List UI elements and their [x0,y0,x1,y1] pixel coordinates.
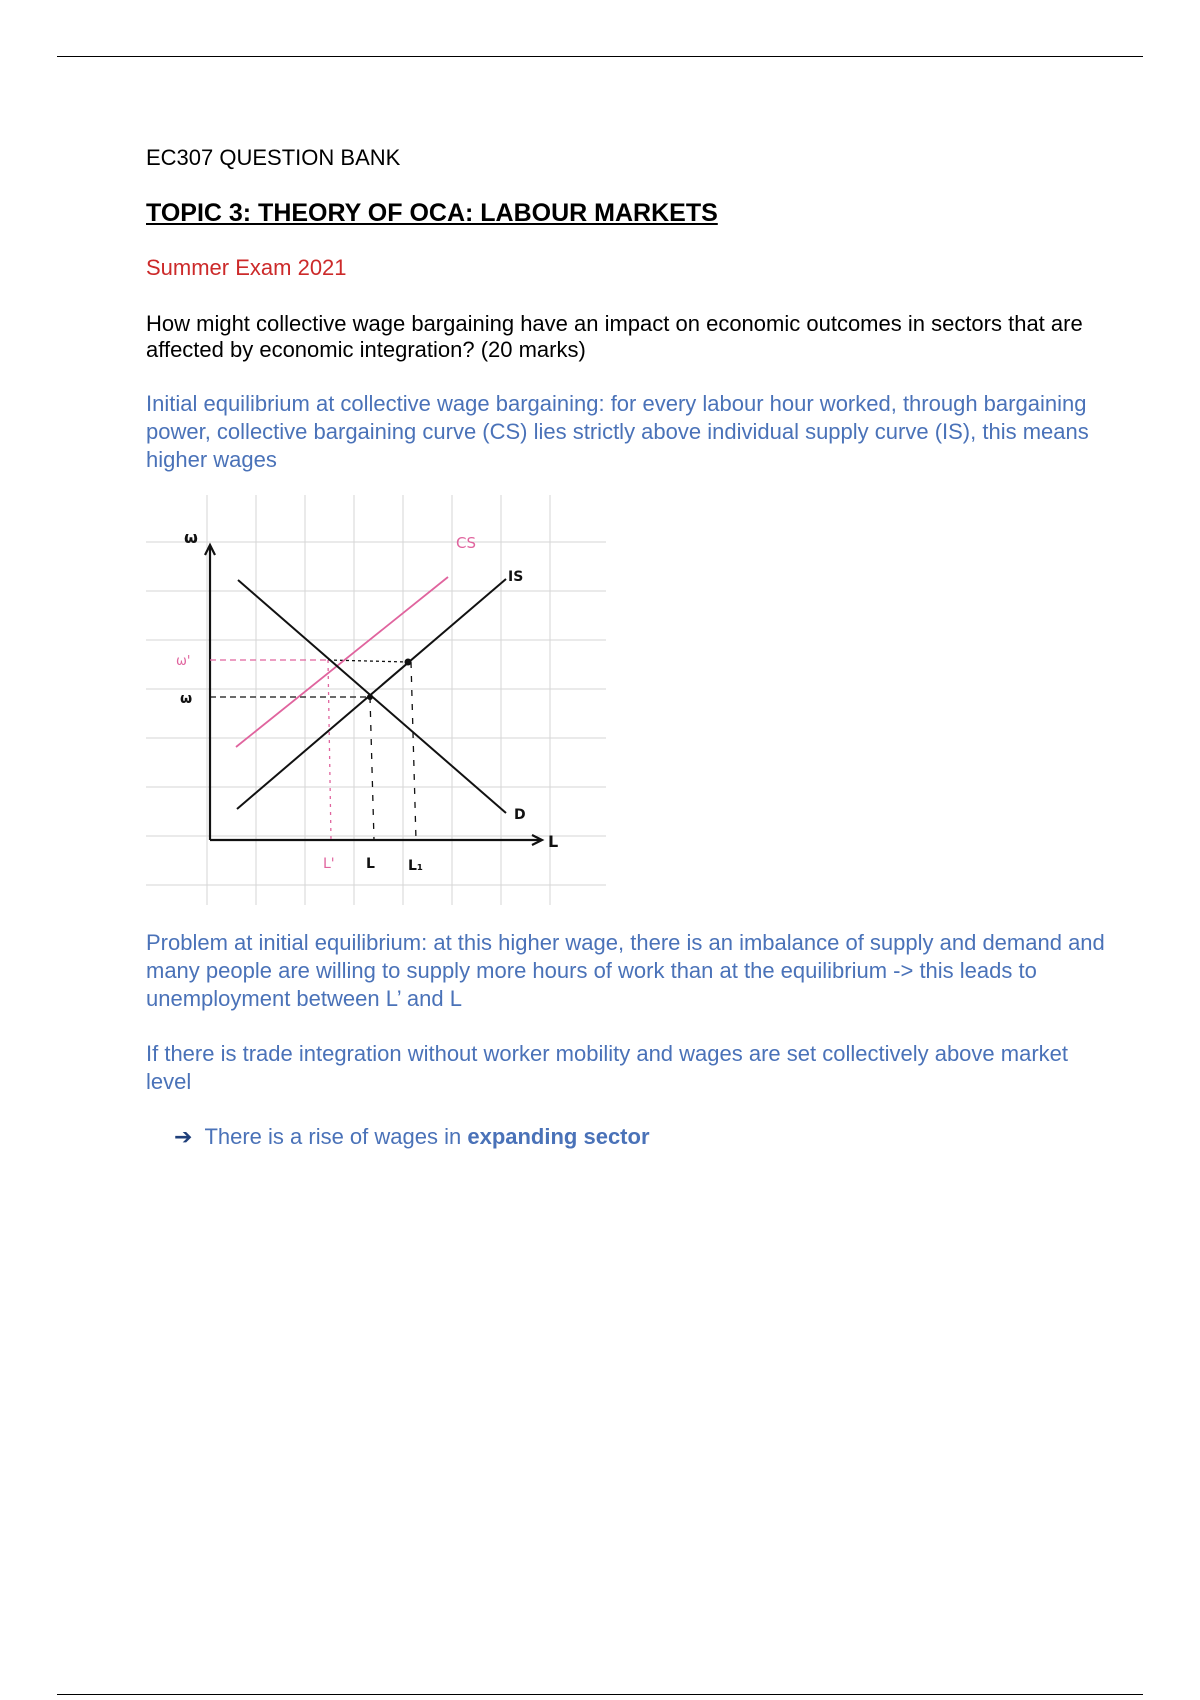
bullet-prefix: There is a rise of wages in [204,1124,468,1149]
page-content [146,143,1106,1151]
answer-paragraph-3: If there is trade integration without worker mobility and wages are set collectively above market level [146,1041,1068,1094]
question-text: How might collective wage bargaining have an impact on economic outcomes in sectors that are affected by economic integration? (20 marks) [146,311,1083,362]
wage-bargaining-diagram [146,495,606,905]
l-prime-label: L' [323,856,335,872]
diagram-svg [146,495,606,905]
arrow-right-icon: ➔ [174,1124,193,1149]
bank-title: EC307 QUESTION BANK [146,145,401,170]
topic-heading: TOPIC 3: THEORY OF OCA: LABOUR MARKETS [146,199,718,227]
wage-eq-label: ω [180,691,193,707]
bullet-text [204,1123,649,1151]
l-eq-label: L [366,856,375,872]
guide-l-prime-vertical [328,660,331,840]
bottom-rule [57,1694,1143,1695]
x-axis-label: L [548,832,559,851]
top-rule [57,56,1143,57]
is-label: IS [508,569,524,585]
answer-paragraph-1: Initial equilibrium at collective wage bargaining: for every labour hour worked, through bargaining power, collective bargaining curve (CS) lies strictly above individual supply curve (IS), this means higher wages [146,391,1089,472]
wage-high-label: ω' [176,654,191,669]
cs-label: CS [456,534,476,552]
l1-label: L₁ [408,858,424,874]
d-label: D [514,807,526,823]
bullet-item [174,1123,1106,1151]
exam-label: Summer Exam 2021 [146,255,347,280]
y-axis-label: ω [184,528,198,547]
guide-wage-high-to-is [328,660,408,662]
equilibrium-point [367,694,373,700]
is-intersection-point [405,659,412,666]
guide-l-vertical [370,697,374,840]
bullet-emphasis: expanding sector [467,1124,650,1149]
answer-paragraph-2: Problem at initial equilibrium: at this higher wage, there is an imbalance of supply and demand and many people are willing to supply more hours of work than at the equilibrium -> this leads to unemployment between L’ and L [146,930,1105,1011]
cs-curve [236,577,448,747]
